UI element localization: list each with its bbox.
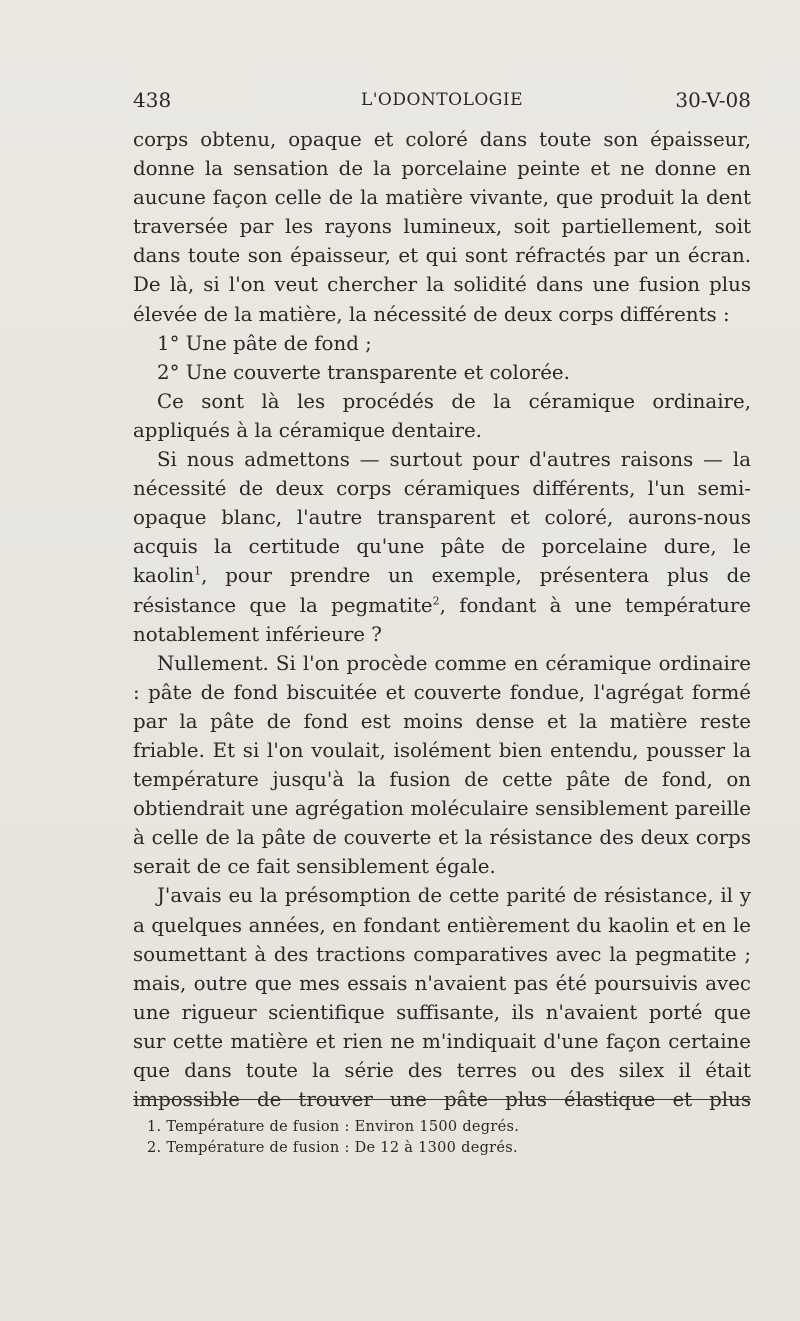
paragraph-3-part-b: , pour prendre un exemple, présentera plus de résistance que la pegmatite (133, 564, 751, 617)
footnote-2: 2. Température de fusion : De 12 à 1300 degrés. (147, 1140, 518, 1156)
paragraph-1: corps obtenu, opaque et coloré dans toute son épaisseur, donne la sensation de la porcelaine peinte et ne donne en aucune façon celle de la matière vivante, que produit la dent traversée par les rayons lumineux, soit partiellement, soit dans toute son épaisseur, et qui sont réfractés par un écran. De là, si l'on veut chercher la solidité dans une fusion plus élevée de la matière, la nécessité de deux corps différents : (133, 128, 751, 326)
paragraph-3-part-c: , fondant à une température notablement inférieure ? (133, 593, 752, 646)
page-number: 438 (133, 88, 172, 112)
footnote-1: 1. Température de fusion : Environ 1500 degrés. (147, 1119, 520, 1135)
footnote-divider (133, 1099, 751, 1100)
footnotes (147, 1117, 519, 1159)
issue-date: 30-V-08 (675, 88, 751, 112)
footnote-ref-2: 2 (432, 593, 440, 607)
footnote-ref-1: 1 (194, 564, 202, 578)
list-item-1: 1° Une pâte de fond ; (157, 331, 372, 355)
journal-title: L'ODONTOLOGIE (360, 90, 524, 110)
paragraph-2: Ce sont là les procédés de la céramique ordinaire, appliqués à la céramique dentaire. (133, 389, 751, 442)
paragraph-4: Nullement. Si l'on procède comme en céramique ordinaire : pâte de fond biscuitée et couverte fondue, l'agrégat formé par la pâte de fond est moins dense et la matière reste friable. Et si l'on voulait, isolément bien entendu, pousser la température jusqu'à la fusion de cette pâte de fond, on obtiendrait une agrégation moléculaire sensiblement pareille à celle de la pâte de couverte et la résistance des deux corps serait de ce fait sensiblement égale. (133, 651, 751, 879)
paragraph-3-part-a: Si nous admettons — surtout pour d'autres raisons — la nécessité de deux corps céramiques différents, l'un semi-opaque blanc, l'autre transparent et coloré, aurons-nous acquis la certitude qu'une pâte de porcelaine dure, le kaolin (133, 448, 751, 588)
list-item-2: 2° Une couverte transparente et colorée. (157, 360, 570, 384)
paragraph-3 (133, 445, 751, 649)
paragraph-5: J'avais eu la présomption de cette parité de résistance, il y a quelques années, en fondant entièrement du kaolin et en le soumettant à des tractions comparatives avec la pegmatite ; mais, outre que mes essais n'avaient pas été poursuivis avec une rigueur scientifique suffisante, ils n'avaient porté que sur cette matière et rien ne m'indiquait d'une façon certaine que dans toute la série des terres ou des silex il était impossible de trouver une pâte plus élastique et plus (133, 884, 751, 1112)
main-text (133, 125, 751, 1114)
running-head (133, 88, 751, 118)
